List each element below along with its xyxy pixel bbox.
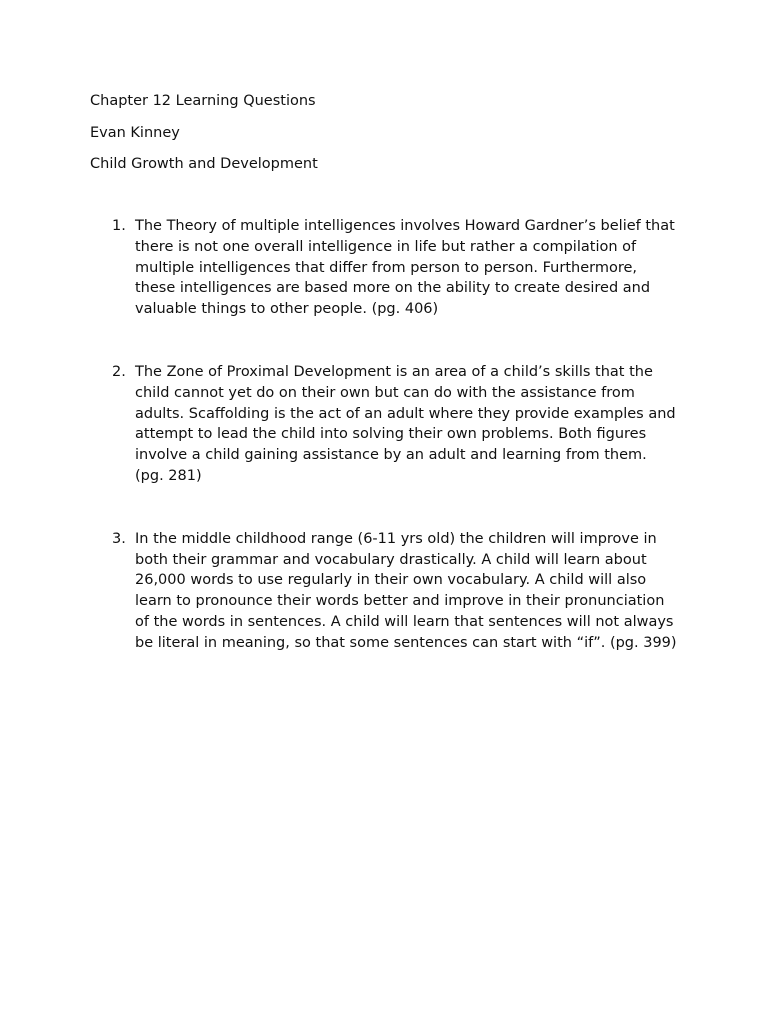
answer-text: In the middle childhood range (6-11 yrs old) the children will improve in both their grammar and vocabulary drastically. A child will learn about 26,000 words to use regularly in their own vocabulary. A child will also learn to pronounce their words better and improve in their pronunciation of the words in sentences. A child will learn that sentences will not always be literal in meaning, so that some sentences can start with “if”. (pg. 399) — [135, 530, 677, 651]
answer-number: 1. — [112, 218, 126, 234]
course-name: Child Growth and Development — [90, 156, 318, 172]
answer-item — [90, 362, 690, 487]
answer-item — [90, 216, 690, 320]
answer-number: 3. — [112, 530, 126, 547]
answer-text: The Zone of Proximal Development is an area of a child’s skills that the child cannot yet do on their own but can do with the assistance from adults. Scaffolding is the act of an adult where they provide examples and attempt to lead the child into solving their own problems. Both figures involve a child gaining assistance by an adult and learning from them. (pg. 281) — [135, 363, 676, 484]
answer-number: 2. — [112, 363, 126, 380]
answer-text: The Theory of multiple intelligences involves Howard Gardner’s belief that there is not one overall intelligence in life but rather a compilation of multiple intelligences that differ from person to person. Furthermore, these intelligences are based more on the ability to create desired and valuable things to other people. (pg. 406) — [135, 218, 675, 318]
answer-list — [90, 216, 690, 654]
document-title: Chapter 12 Learning Questions — [90, 93, 316, 109]
author-name: Evan Kinney — [90, 125, 180, 141]
answer-item — [90, 529, 690, 654]
